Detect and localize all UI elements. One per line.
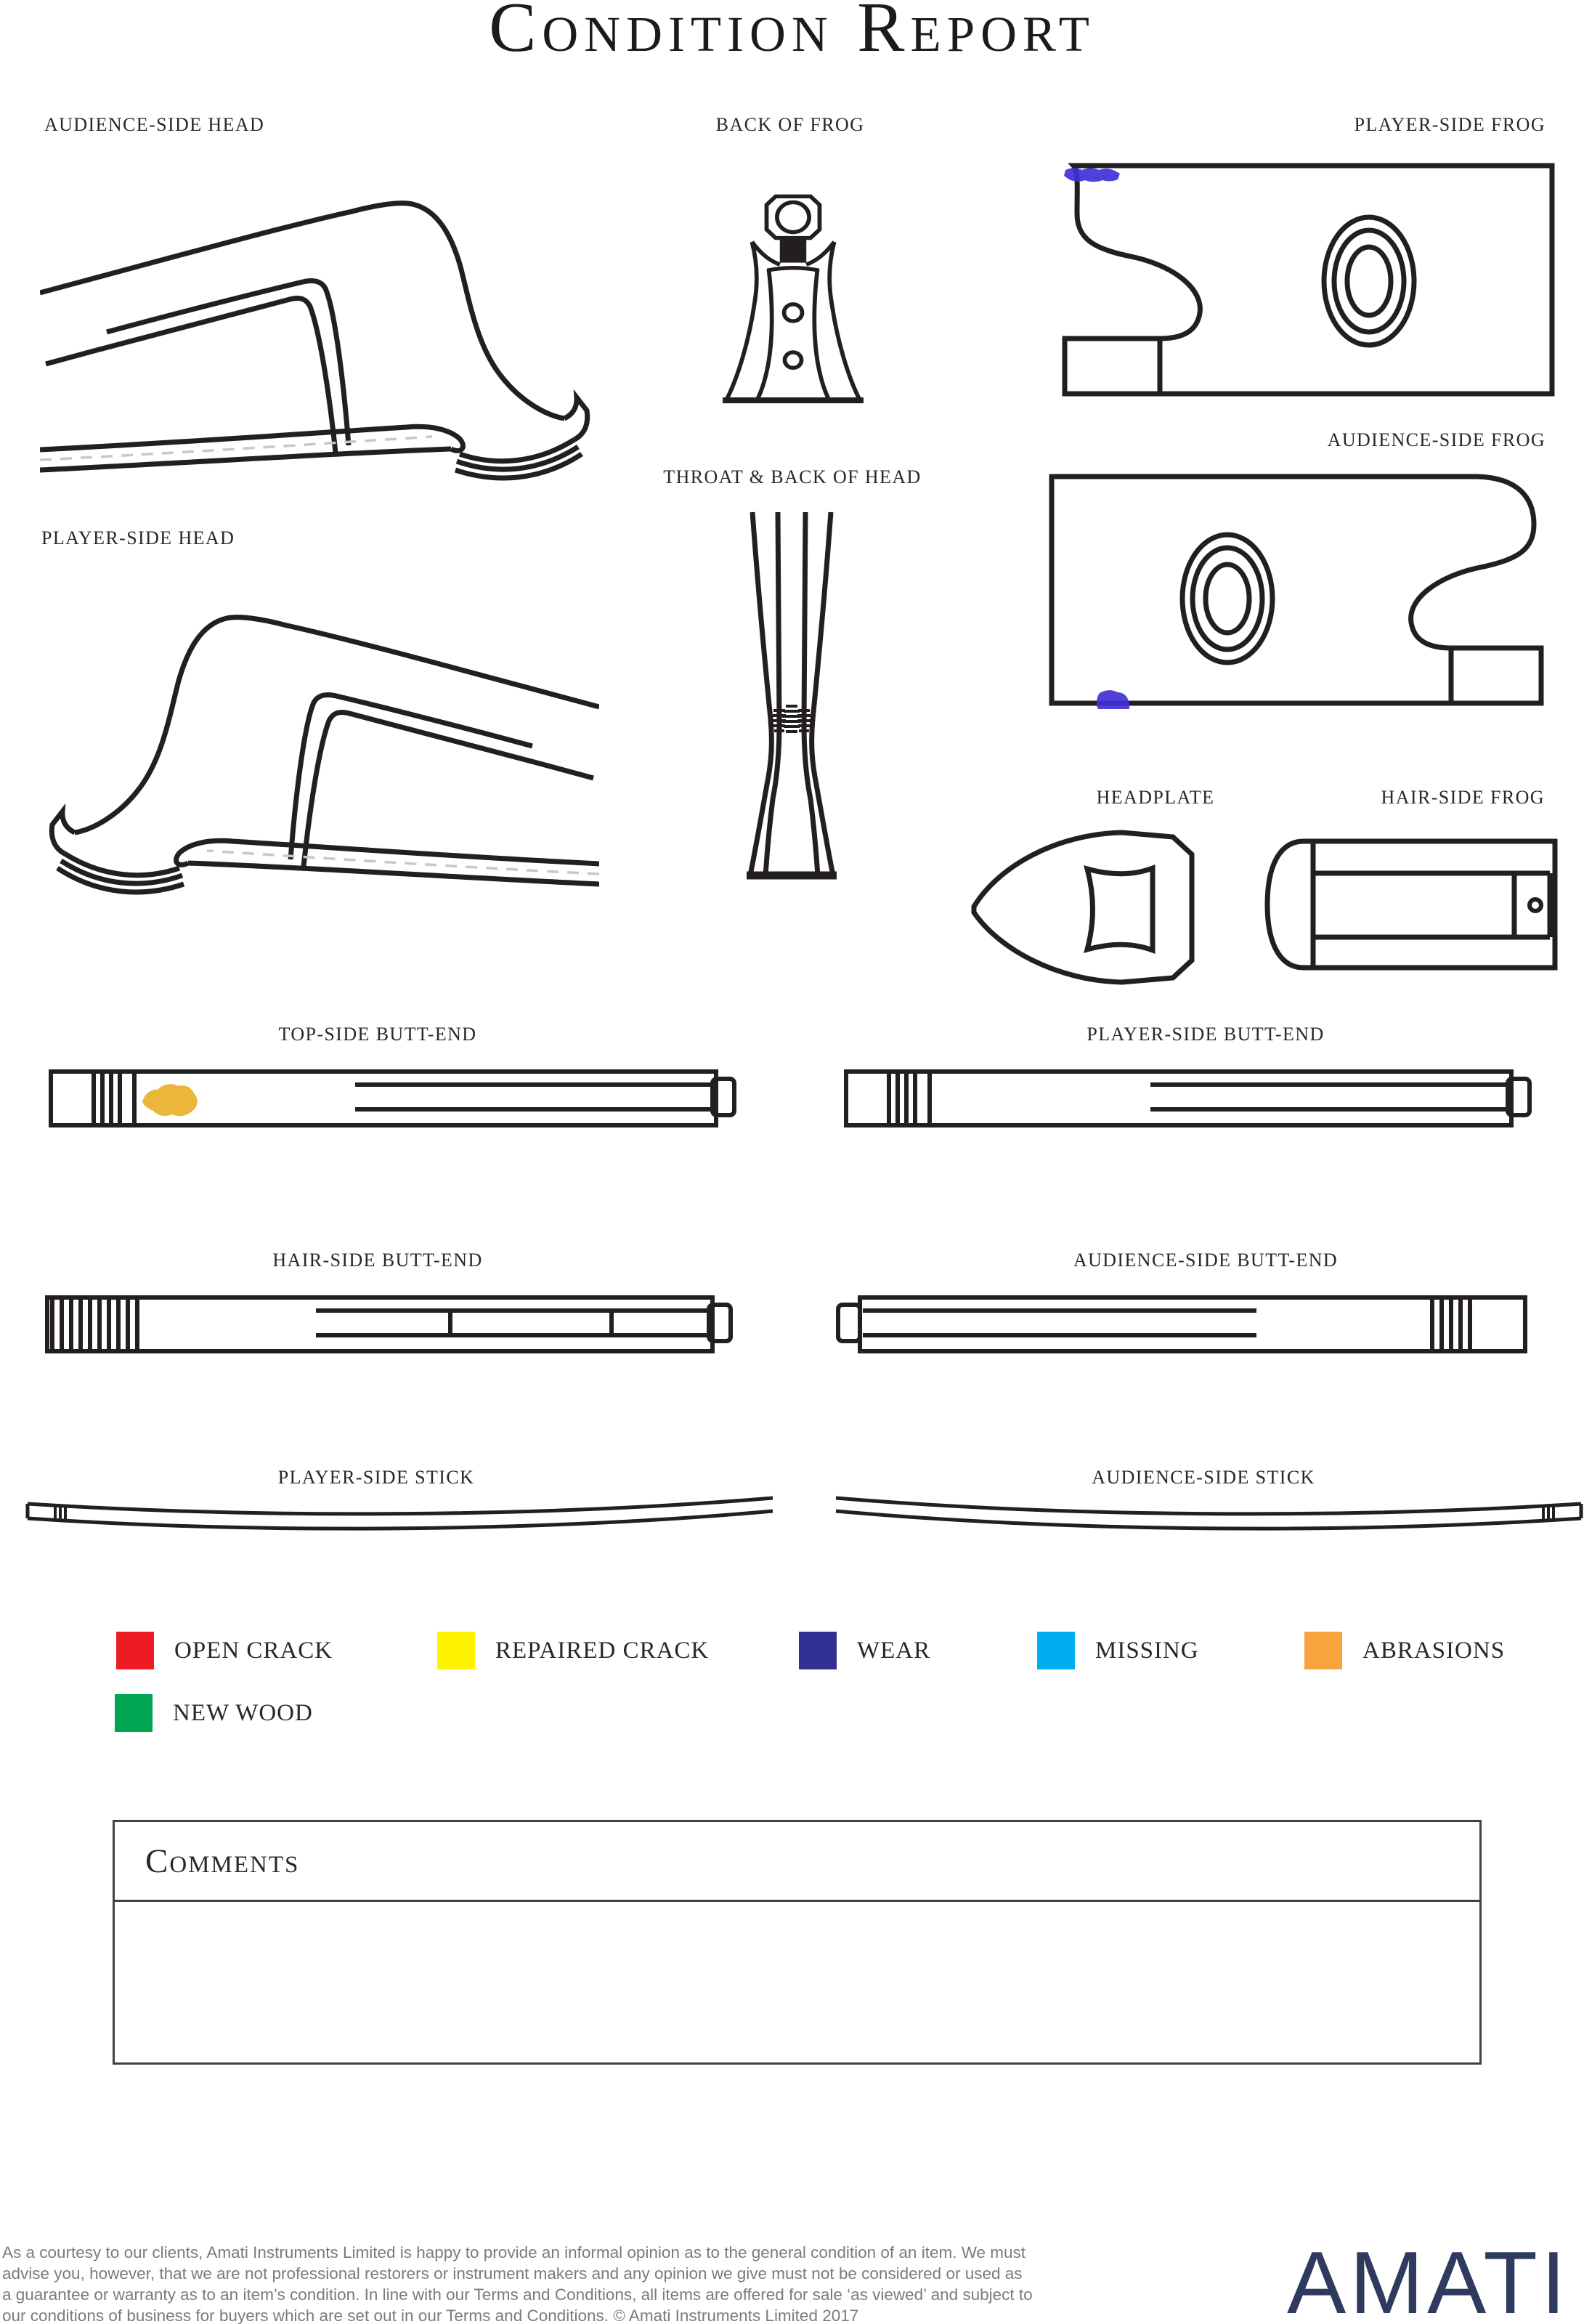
legend-item-repaired-crack (437, 1632, 709, 1669)
player-side-head-drawing (40, 556, 599, 897)
audience-side-butt-end-drawing (835, 1288, 1529, 1357)
label-hair-side-butt-end: HAIR-SIDE BUTT-END (272, 1250, 483, 1271)
footer-line: As a courtesy to our clients, Amati Instruments Limited is happy to provide an informal opinion as to the general condition of an item. We must (2, 2243, 1026, 2262)
audience-side-frog-drawing (1046, 462, 1547, 709)
label-audience-side-stick: AUDIENCE-SIDE STICK (1092, 1467, 1315, 1488)
headplate-drawing (970, 821, 1209, 994)
comments-input-area[interactable] (115, 1902, 1479, 2062)
label-player-side-frog: PLAYER-SIDE FROG (1354, 114, 1546, 135)
label-hair-side-frog: HAIR-SIDE FROG (1381, 787, 1545, 808)
repaired-crack-mark (142, 1084, 198, 1116)
amati-logo: AMATI (1287, 2233, 1569, 2324)
label-audience-side-butt-end: AUDIENCE-SIDE BUTT-END (1073, 1250, 1339, 1271)
label-player-side-butt-end: PLAYER-SIDE BUTT-END (1087, 1024, 1325, 1045)
label-player-side-head: PLAYER-SIDE HEAD (41, 527, 235, 548)
footer-disclaimer (2, 2242, 1150, 2324)
throat-back-of-head-drawing (741, 509, 842, 890)
wear-mark (1097, 690, 1129, 709)
legend-item-abrasions (1304, 1632, 1505, 1669)
audience-side-stick-drawing (832, 1493, 1584, 1536)
legend-swatch-wear (799, 1632, 837, 1669)
player-side-stick-drawing (22, 1493, 777, 1536)
hair-side-frog-drawing (1259, 835, 1559, 973)
label-player-side-stick: PLAYER-SIDE STICK (277, 1467, 475, 1488)
frog-button-neck (780, 238, 806, 263)
player-side-butt-end-drawing (842, 1062, 1532, 1131)
audience-side-head-drawing (40, 142, 599, 483)
label-audience-side-frog: AUDIENCE-SIDE FROG (1327, 429, 1546, 450)
hair-side-butt-end-drawing (44, 1288, 737, 1357)
legend-item-new-wood (115, 1694, 313, 1732)
legend-swatch-abrasions (1304, 1632, 1342, 1669)
legend-swatch-open-crack (116, 1632, 154, 1669)
back-of-frog-drawing (706, 193, 880, 407)
legend-item-missing (1037, 1632, 1199, 1669)
footer-line: a guarantee or warranty as to an item’s condition. In line with our Terms and Conditions, all items are offered for sale ‘as viewed’ and subject to (2, 2285, 1033, 2304)
legend-item-wear (799, 1632, 930, 1669)
legend-label: REPAIRED CRACK (495, 1637, 710, 1664)
label-throat-back-of-head: THROAT & BACK OF HEAD (663, 466, 922, 487)
label-back-of-frog: BACK OF FROG (715, 114, 865, 135)
comments-header (115, 1822, 1479, 1902)
legend-swatch-missing (1037, 1632, 1075, 1669)
comments-title: Comments (145, 1842, 300, 1880)
label-top-side-butt-end: TOP-SIDE BUTT-END (278, 1024, 477, 1045)
legend-swatch-repaired-crack (437, 1632, 475, 1669)
wear-mark (1064, 168, 1120, 182)
label-headplate: HEADPLATE (1096, 787, 1215, 808)
legend-label: MISSING (1095, 1637, 1199, 1664)
footer-line: our conditions of business for buyers which are set out in our Terms and Conditions. © Amati Instruments Limited 2017 (2, 2307, 859, 2324)
player-side-frog-drawing (1049, 148, 1558, 407)
legend-label: WEAR (857, 1637, 931, 1664)
comments-box (113, 1820, 1482, 2065)
footer-line: advise you, however, that we are not professional restorers or instrument makers and any opinion we give must not be considered or used as (2, 2264, 1023, 2283)
page-title: Condition Report (489, 0, 1095, 67)
legend-label: NEW WOOD (173, 1699, 313, 1726)
legend-label: OPEN CRACK (174, 1637, 333, 1664)
legend-item-open-crack (116, 1632, 333, 1669)
legend-label: ABRASIONS (1362, 1637, 1506, 1664)
top-side-butt-end-drawing (47, 1062, 737, 1131)
label-audience-side-head: AUDIENCE-SIDE HEAD (44, 114, 265, 135)
legend-swatch-new-wood (115, 1694, 153, 1732)
